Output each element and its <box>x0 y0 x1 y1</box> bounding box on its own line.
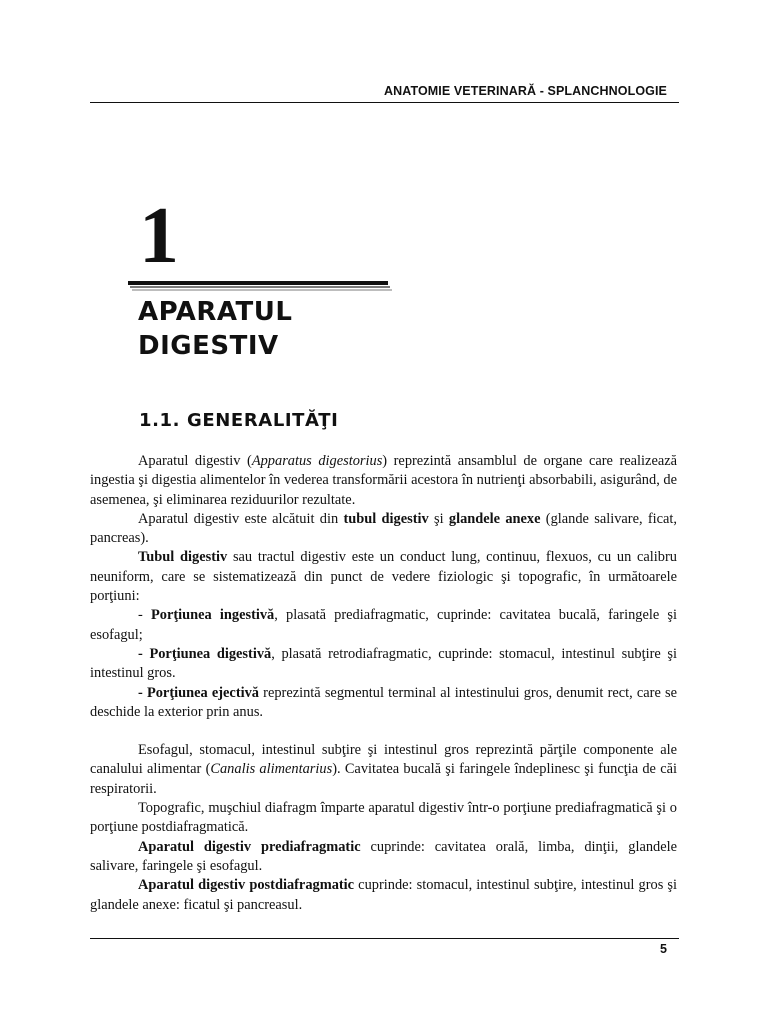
bold-term: Aparatul digestiv postdiafragmatic <box>138 877 355 894</box>
page-number: 5 <box>660 942 667 956</box>
running-header: ANATOMIE VETERINARĂ - SPLANCHNOLOGIE <box>383 84 667 98</box>
paragraph <box>90 838 677 877</box>
chapter-title <box>138 295 292 363</box>
section-title: 1.1. GENERALITĂŢI <box>139 410 339 431</box>
paragraph <box>90 548 677 606</box>
chapter-rule <box>128 281 388 291</box>
text-segment: reprezintă segmentul terminal al intestinului gros, denumit rect, care se deschide la exterior prin anus. <box>90 684 677 720</box>
text-segment: cuprinde: stomacul, intestinul subţire, intestinul gros şi glandele anexe: ficatul şi pancreasul. <box>90 877 677 913</box>
text-segment: (glande salivare, ficat, pancreas). <box>90 510 678 547</box>
text-segment: , plasată prediafragmatic, cuprinde: cavitatea bucală, faringele şi esofagul; <box>90 607 678 643</box>
chapter-title-line-2: DIGESTIV <box>138 331 279 361</box>
chapter-rule-mid <box>130 286 390 288</box>
latin-term: Canalis alimentarius <box>210 761 333 778</box>
text-segment: şi <box>428 510 449 527</box>
latin-term: Apparatus digestorius <box>251 453 383 469</box>
paragraph <box>90 606 677 645</box>
chapter-number: 1 <box>139 192 179 280</box>
text-segment: ). Cavitatea bucală şi faringele îndeplinesc şi funcţia de căi respiratorii. <box>90 761 677 797</box>
footer-divider <box>90 938 679 939</box>
bold-term: glandele anexe <box>448 510 541 527</box>
header-divider <box>90 102 679 103</box>
paragraph <box>90 510 677 549</box>
text-segment: cuprinde: cavitatea orală, limba, dinţii, glandele salivare, faringele şi esofagul. <box>90 838 677 874</box>
bold-term: - Porţiunea digestivă <box>138 645 272 662</box>
paragraph <box>90 452 677 510</box>
text-segment: sau tractul digestiv este un conduct lung, continuu, flexuos, cu un calibru neuniform, care se sistematizează din punct de vedere fiziologic şi topografic, în următoarele porţiuni: <box>90 549 677 605</box>
text-segment: ) reprezintă ansamblul de organe care realizează ingestia şi digestia alimentelor în vederea transformării acestora în nutrienţi absorbabili, asigurând, de asemenea, şi eliminarea reziduurilor rezultate. <box>90 453 677 508</box>
bold-term: Porţiunea ingestivă <box>150 607 275 624</box>
text-segment: - <box>138 607 151 624</box>
paragraph <box>90 645 677 684</box>
bold-term: - Porţiunea ejectivă <box>138 684 259 701</box>
paragraph <box>90 741 677 799</box>
bold-term: tubul digestiv <box>343 510 429 527</box>
text-segment: Aparatul digestiv este alcătuit din <box>138 510 344 527</box>
bold-term: Tubul digestiv <box>138 549 228 566</box>
chapter-title-line-1: APARATUL <box>138 297 293 327</box>
text-segment: Esofagul, stomacul, intestinul subţire şi intestinul gros reprezintă părţile componente ale canalului alimentar ( <box>90 742 677 778</box>
text-segment: , plasată retrodiafragmatic, cuprinde: stomacul, intestinul subţire şi intestinul gros. <box>90 645 678 682</box>
chapter-rule-light <box>132 289 392 291</box>
text-segment: Topografic, muşchiul diafragm împarte aparatul digestiv într-o porţiune prediafragmatică şi o porţiune postdiafragmatică. <box>90 800 677 836</box>
paragraph <box>90 876 677 915</box>
chapter-rule-dark <box>128 281 388 285</box>
body-text <box>90 452 677 915</box>
paragraph <box>90 799 677 838</box>
bold-term: Aparatul digestiv prediafragmatic <box>138 838 361 855</box>
text-segment: Aparatul digestiv ( <box>138 453 252 469</box>
paragraph <box>90 684 677 723</box>
